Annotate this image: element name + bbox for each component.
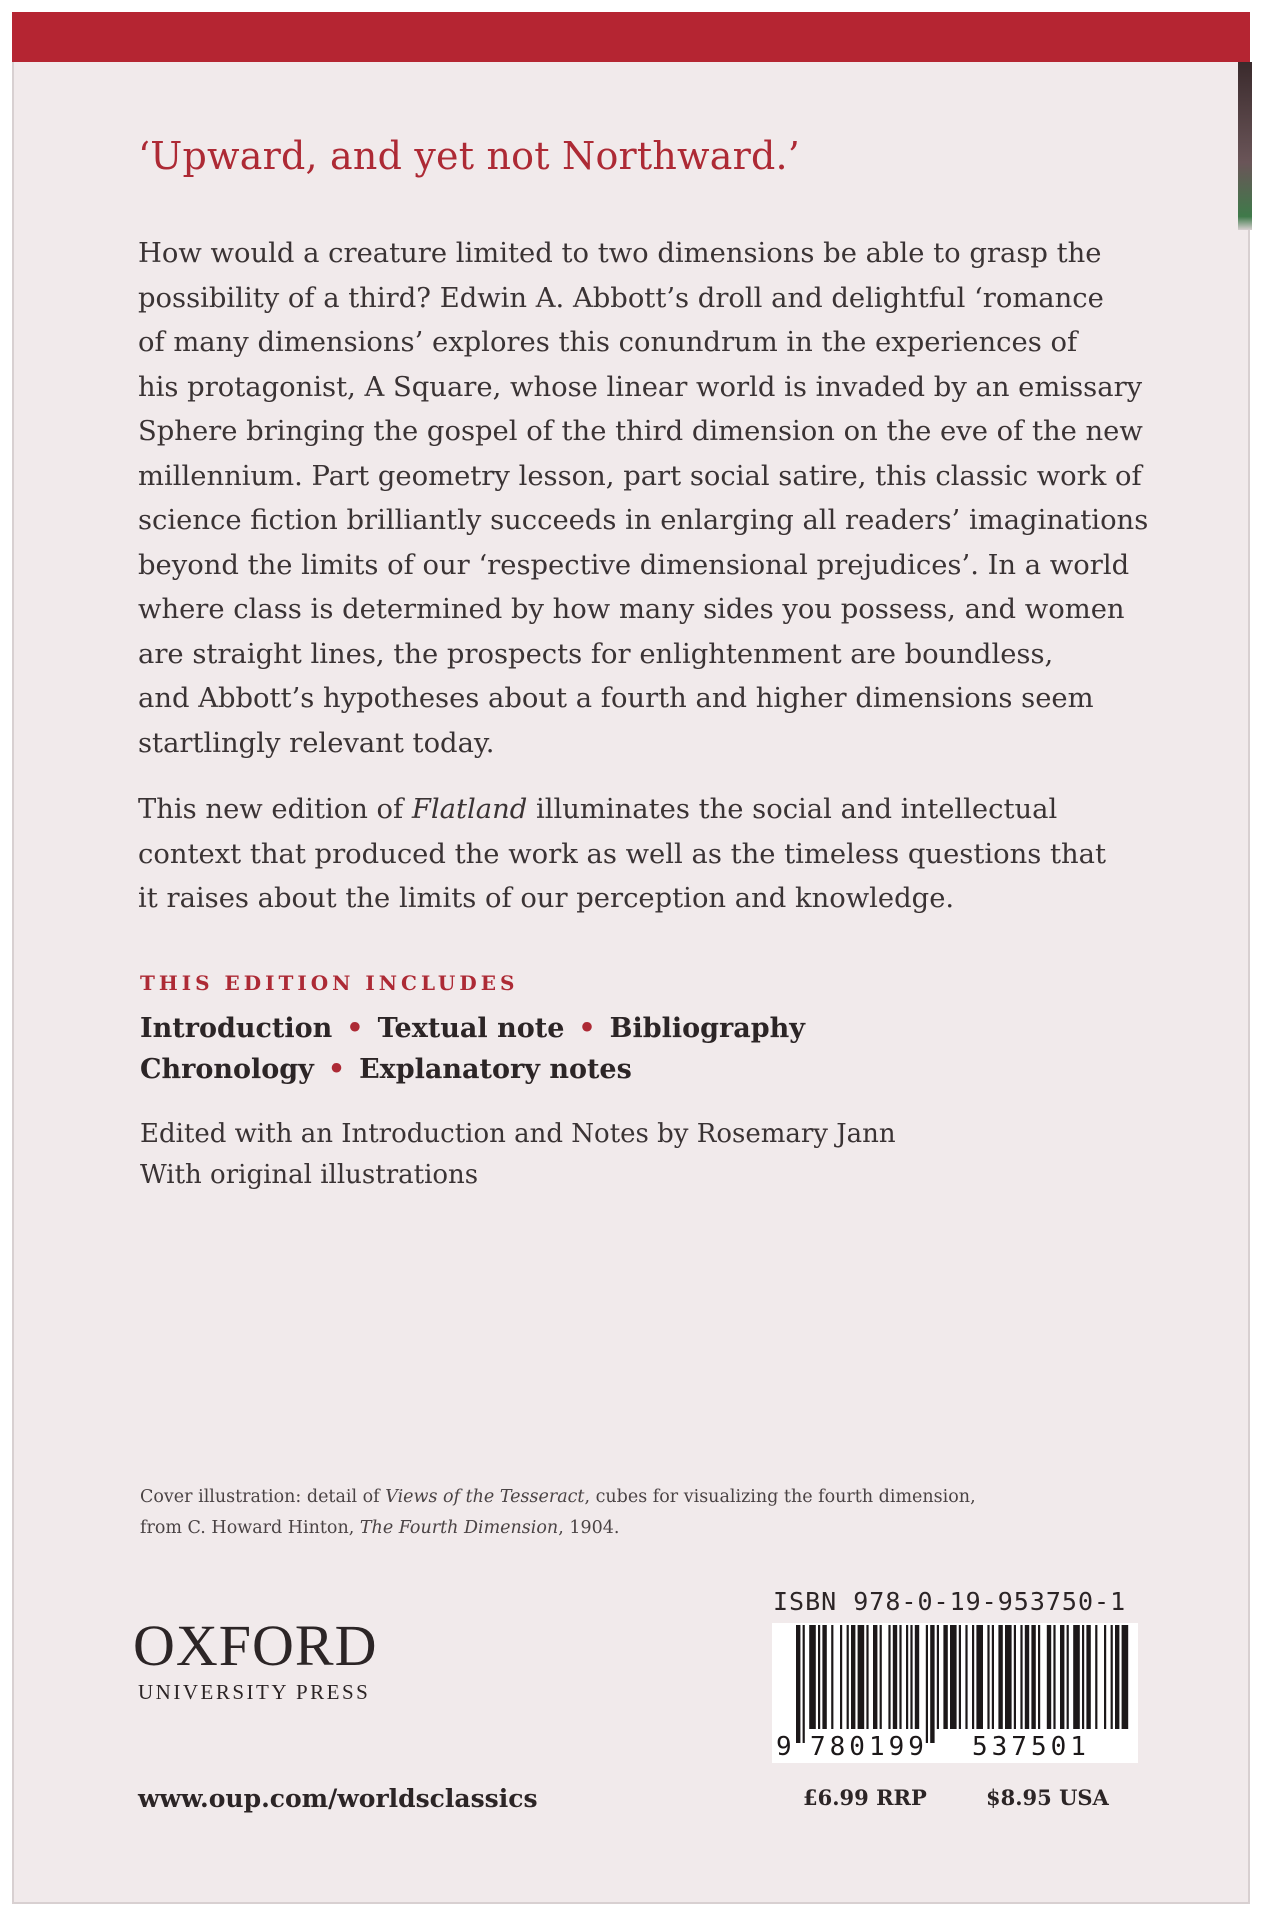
barcode-bar <box>809 1625 816 1729</box>
barcode-bar <box>1104 1625 1106 1729</box>
barcode-bar <box>950 1625 957 1729</box>
barcode-bar <box>959 1625 961 1729</box>
bullet-icon: • <box>346 1013 364 1044</box>
barcode-bar <box>840 1625 842 1729</box>
barcode-bar <box>1073 1625 1080 1729</box>
barcode-bar <box>873 1625 877 1729</box>
barcode-bar <box>1014 1625 1016 1729</box>
blurb-line: of many dimensions’ explores this conundrum in the experiences of <box>138 327 1078 358</box>
barcode-bar <box>943 1625 947 1729</box>
barcode-bar <box>910 1625 912 1729</box>
blurb-line: startlingly relevant today. <box>138 727 495 759</box>
barcode-bar <box>822 1625 826 1729</box>
barcode-bar <box>1067 1625 1069 1729</box>
blurb-line: beyond the limits of our ‘respective dimensional prejudices’. In a world <box>138 549 1130 581</box>
barcode-digits-left: 780199 <box>810 1732 928 1762</box>
barcode-bar <box>866 1625 868 1729</box>
blurb-line: where class is determined by how many sides you possess, and women <box>138 594 1125 625</box>
front-cover-edge <box>1238 62 1252 230</box>
includes-heading: THIS EDITION INCLUDES <box>140 971 519 995</box>
edition-text: illuminates the social and intellectual <box>527 794 1058 825</box>
edition-text: This new edition of <box>138 794 412 825</box>
barcode-bar <box>1095 1625 1097 1729</box>
bullet-icon: • <box>578 1013 596 1044</box>
barcode-bar <box>972 1625 974 1729</box>
barcode-bar <box>1111 1625 1113 1729</box>
barcode-bar <box>1060 1625 1064 1729</box>
barcode-bar <box>1122 1625 1129 1729</box>
blurb-line: science fiction brilliantly succeeds in enlarging all readers’ imaginations <box>138 505 1149 536</box>
includes-row <box>140 1013 805 1044</box>
barcode-bar <box>1086 1625 1090 1729</box>
isbn-label: ISBN 978-0-19-953750-1 <box>773 1587 1127 1616</box>
barcode-bar <box>992 1625 994 1729</box>
barcode-bar <box>926 1625 928 1743</box>
publisher-website[interactable]: www.oup.com/worldsclassics <box>138 1784 538 1813</box>
edition-line: context that produced the work as well as the timeless questions that <box>138 838 1106 870</box>
blurb-line: How would a creature limited to two dimensions be able to grasp the <box>138 238 1102 269</box>
includes-item: Textual note <box>377 1013 565 1044</box>
edition-line <box>138 788 1123 833</box>
barcode-bar <box>987 1625 989 1729</box>
barcode-bar <box>1031 1625 1035 1729</box>
credit-text: , cubes for visualizing the fourth dimension, <box>584 1487 976 1507</box>
publisher-logo-subtitle: UNIVERSITY PRESS <box>138 1680 371 1704</box>
barcode-bar <box>1047 1625 1051 1729</box>
credit-text: , 1904. <box>558 1518 620 1538</box>
credit-italic: The Fourth Dimension <box>359 1518 559 1538</box>
blurb-line: millennium. Part geometry lesson, part social satire, this classic work of <box>138 460 1142 492</box>
barcode-bar <box>915 1625 919 1729</box>
barcode-bar <box>847 1625 849 1729</box>
edition-paragraph <box>138 788 1123 922</box>
barcode-bar <box>930 1625 934 1743</box>
includes-row <box>140 1054 632 1085</box>
barcode <box>772 1623 1138 1763</box>
barcode-bar <box>1053 1625 1055 1729</box>
credit-italic: Views of the Tesseract <box>385 1487 585 1507</box>
cover-illustration-credit <box>140 1487 976 1507</box>
credit-text: from C. Howard Hinton, <box>140 1518 360 1538</box>
barcode-bar <box>976 1625 983 1729</box>
barcode-bar <box>998 1625 1002 1729</box>
barcode-bar <box>1025 1625 1029 1729</box>
barcode-bar <box>803 1625 805 1743</box>
barcode-bar <box>965 1625 967 1729</box>
barcode-bar <box>851 1625 855 1729</box>
barcode-bar <box>937 1625 939 1729</box>
includes-item: Chronology <box>140 1054 314 1085</box>
price-gbp: £6.99 RRP <box>803 1785 927 1810</box>
barcode-bar <box>893 1625 897 1729</box>
illustrations-credit: With original illustrations <box>140 1160 479 1190</box>
barcode-bar <box>899 1625 901 1729</box>
bullet-icon: • <box>327 1054 346 1085</box>
barcode-bar <box>1082 1625 1084 1729</box>
includes-item: Bibliography <box>609 1013 805 1044</box>
barcode-bar <box>1038 1625 1040 1729</box>
blurb-line: possibility of a third? Edwin A. Abbott’s droll and delightful ‘romance <box>138 282 1104 314</box>
barcode-bar <box>888 1625 890 1729</box>
barcode-bar <box>1005 1625 1012 1729</box>
blurb-line: Sphere bringing the gospel of the third dimension on the eve of the new <box>138 416 1143 447</box>
barcode-digit-lead: 9 <box>776 1732 792 1762</box>
blurb-paragraph <box>138 232 1149 766</box>
top-color-band <box>12 12 1250 62</box>
includes-item: Introduction <box>140 1013 333 1044</box>
barcode-bar <box>906 1625 908 1729</box>
barcode-bar <box>858 1625 865 1729</box>
barcode-bar <box>818 1625 820 1729</box>
includes-item: Explanatory notes <box>359 1054 632 1085</box>
publisher-logo: OXFORD <box>133 1613 378 1678</box>
barcode-bar <box>831 1625 833 1729</box>
blurb-line: and Abbott’s hypotheses about a fourth and higher dimensions seem <box>138 683 1094 714</box>
barcode-bar <box>880 1625 882 1729</box>
cover-illustration-credit <box>140 1518 619 1538</box>
edition-line: it raises about the limits of our perception and knowledge. <box>138 883 955 914</box>
barcode-bar <box>1020 1625 1022 1729</box>
editor-credit: Edited with an Introduction and Notes by Rosemary Jann <box>140 1119 896 1149</box>
tagline: ‘Upward, and yet not Northward.’ <box>138 134 801 178</box>
price-usd: $8.95 USA <box>986 1785 1109 1810</box>
barcode-bar <box>1115 1625 1119 1729</box>
barcode-digits-right: 537501 <box>972 1732 1090 1762</box>
credit-text: Cover illustration: detail of <box>140 1487 386 1507</box>
blurb-line: are straight lines, the prospects for enlightenment are boundless, <box>138 638 1054 670</box>
barcode-bar <box>796 1625 800 1743</box>
blurb-line: his protagonist, A Square, whose linear world is invaded by an emissary <box>138 371 1143 403</box>
book-title-italic: Flatland <box>411 794 528 825</box>
